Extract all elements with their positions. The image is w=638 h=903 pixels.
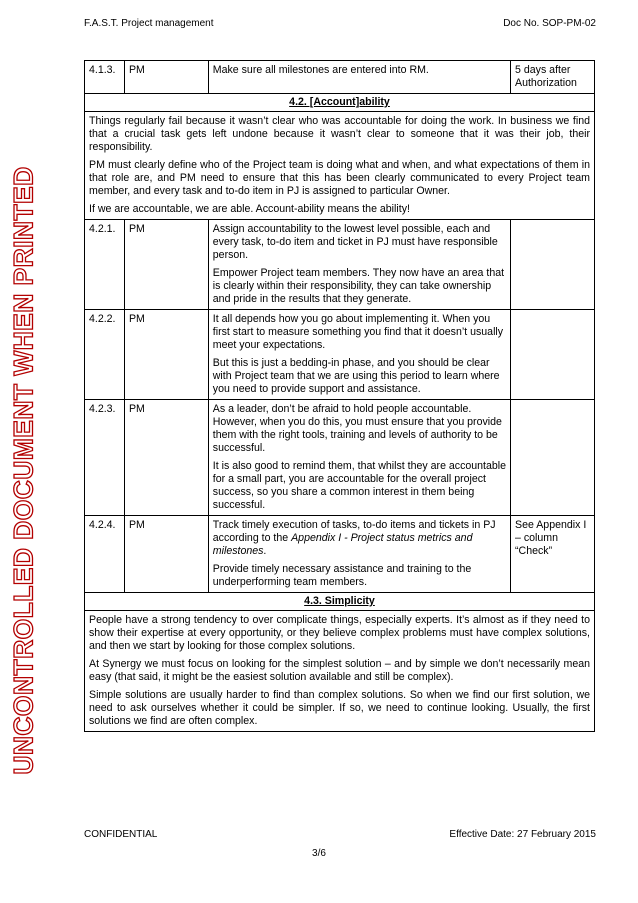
page-number: 3/6: [312, 848, 326, 859]
uncontrolled-watermark: [4, 135, 44, 805]
step-description: [208, 220, 510, 310]
step-role: PM: [124, 400, 208, 516]
description-paragraph: It is also good to remind them, that whilst they are accountable for a small part, you are accountable for the overall project success, so you share a common interest in them being successful.: [212, 460, 507, 511]
table-row: [85, 220, 595, 310]
paragraph: If we are accountable, we are able. Account-ability means the ability!: [89, 203, 410, 215]
step-number: 4.2.3.: [85, 400, 125, 516]
description-paragraph: Track timely execution of tasks, to-do items and tickets in PJ according to the Appendix I - Project status metrics and milestones.: [212, 519, 496, 557]
step-description: [208, 310, 510, 400]
sop-table: [84, 60, 595, 732]
section-body-row: [85, 112, 595, 220]
step-note: [511, 310, 595, 400]
table-row: [85, 516, 595, 593]
step-number: 4.2.2.: [85, 310, 125, 400]
header-doc-number: Doc No. SOP-PM-02: [503, 18, 596, 29]
description-paragraph: As a leader, don’t be afraid to hold people accountable. However, when you do this, you must ensure that you provide them with the right tools, training and levels of authority to be successful.: [212, 403, 502, 454]
step-description: [208, 400, 510, 516]
appendix-reference: Appendix I - Project status metrics and milestones: [212, 532, 473, 557]
step-role: PM: [124, 310, 208, 400]
footer-effective-date: Effective Date: 27 February 2015: [449, 829, 596, 840]
table-row: [85, 310, 595, 400]
step-role: PM: [124, 61, 208, 94]
section-title-accountability: 4.2. [Account]ability: [85, 94, 595, 112]
footer-confidential: CONFIDENTIAL: [84, 829, 158, 840]
section-header-row: [85, 94, 595, 112]
paragraph: Things regularly fail because it wasn’t clear who was accountable for doing the work. In business we find that a crucial task gets left undone because it wasn’t clear to someone that it was their job, their responsibility.: [89, 115, 590, 153]
step-number: 4.2.1.: [85, 220, 125, 310]
description-paragraph: It all depends how you go about implementing it. When you first start to measure something you find that it doesn’t usually meet your expectations.: [212, 313, 504, 351]
step-note: See Appendix I – column “Check”: [511, 516, 595, 593]
table-row: [85, 61, 595, 94]
paragraph: PM must clearly define who of the Project team is doing what and when, and what expectations of them in that role are, and PM need to ensure that this has been clearly communicated to every Project team member, and every task and to-do item in PJ is assigned to particular Owner.: [89, 159, 590, 197]
step-description: Make sure all milestones are entered into RM.: [208, 61, 510, 94]
step-note: [511, 400, 595, 516]
step-number: 4.1.3.: [85, 61, 125, 94]
section-title-simplicity: 4.3. Simplicity: [85, 593, 595, 611]
section-body-simplicity: [85, 611, 595, 732]
step-note: [511, 220, 595, 310]
description-paragraph: But this is just a bedding-in phase, and you should be clear with Project team that we are using this period to learn where you need to provide support and assistance.: [212, 357, 500, 395]
step-role: PM: [124, 220, 208, 310]
section-header-row: [85, 593, 595, 611]
step-description: [208, 516, 510, 593]
section-body-accountability: [85, 112, 595, 220]
step-role: PM: [124, 516, 208, 593]
description-paragraph: Assign accountability to the lowest level possible, each and every task, to-do item and ticket in PJ must have responsible person.: [212, 223, 498, 261]
step-note: 5 days after Authorization: [511, 61, 595, 94]
header-doc-title: F.A.S.T. Project management: [84, 18, 214, 29]
section-body-row: [85, 611, 595, 732]
watermark-text: UNCONTROLLED DOCUMENT WHEN PRINTED: [8, 165, 39, 775]
description-paragraph: Empower Project team members. They now have an area that is clearly within their responsibility, they can take ownership and pride in the results that they generate.: [212, 267, 505, 305]
paragraph: People have a strong tendency to over complicate things, especially experts. It’s almost as if they need to show their expertise at every opportunity, or they believe complex problems must have complex solutions, and then we start by looking for those complex solutions.: [89, 614, 590, 652]
step-number: 4.2.4.: [85, 516, 125, 593]
paragraph: At Synergy we must focus on looking for the simplest solution – and by simple we don’t necessarily mean easy (that said, it might be the easiest solution available and still be complex).: [89, 658, 590, 683]
paragraph: Simple solutions are usually harder to find than complex solutions. So when we find our first solution, we need to ask ourselves whether it could be simpler. If so, we need to continue looking. Usually, the first solutions we find are often complex.: [89, 689, 590, 727]
description-paragraph: Provide timely necessary assistance and training to the underperforming team members.: [212, 563, 472, 588]
table-row: [85, 400, 595, 516]
